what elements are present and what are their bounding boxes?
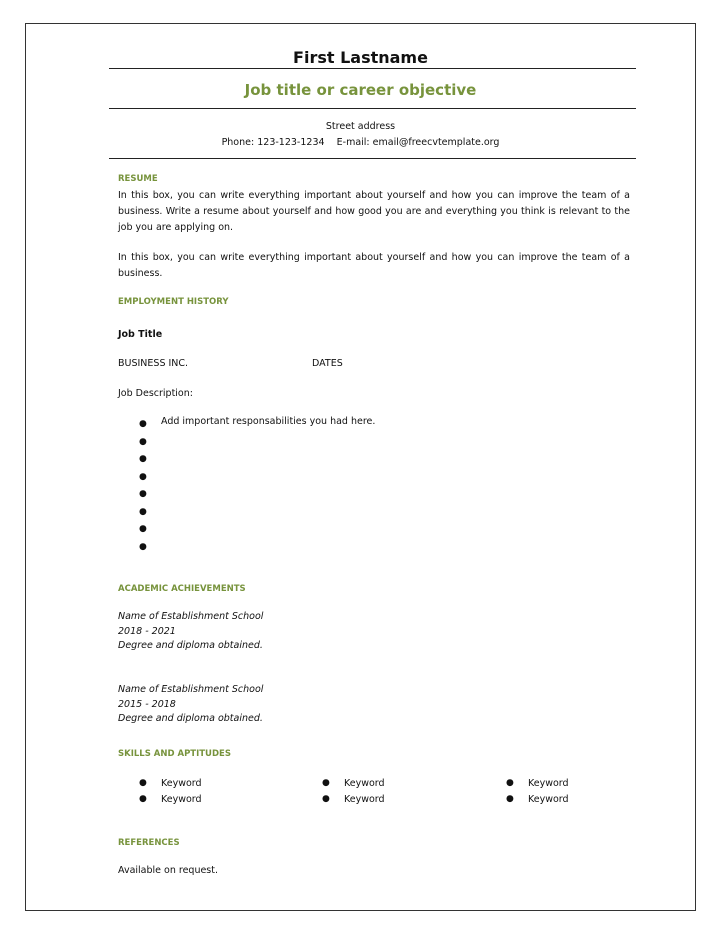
skills-column-2 [322, 775, 385, 807]
list-item: ● Add important responsabilities you had here. [139, 416, 375, 434]
resume-heading: RESUME [118, 174, 158, 184]
list-item: ● Keyword [322, 777, 385, 789]
employment-dates: DATES [312, 358, 343, 369]
bullet-icon: ● [139, 541, 147, 552]
academic-heading: ACADEMIC ACHIEVEMENTS [118, 584, 246, 594]
bullet-icon: ● [506, 778, 514, 788]
bullet-icon: ● [139, 454, 147, 464]
email-address: email@freecvtemplate.org [372, 137, 500, 148]
school-name: Name of Establishment School [118, 611, 264, 622]
list-item: ● Keyword [139, 777, 202, 789]
list-item: ● Keyword [506, 777, 569, 789]
list-item: ● Keyword [322, 793, 385, 805]
divider-top [109, 68, 636, 69]
skills-column-1 [139, 775, 202, 807]
bullet-icon: ● [139, 778, 147, 788]
skills-heading: SKILLS AND APTITUDES [118, 749, 231, 759]
bullet-icon: ● [139, 524, 147, 534]
resume-paragraph-2: In this box, you can write everything important about yourself and how you can improve the team of a business. [118, 252, 630, 279]
list-item [139, 521, 375, 539]
references-text: Available on request. [118, 865, 219, 876]
bullet-icon: ● [139, 794, 147, 804]
phone-label: Phone: [221, 137, 255, 148]
school-years: 2015 - 2018 [118, 698, 176, 710]
bullet-icon: ● [506, 794, 514, 804]
list-item [139, 434, 375, 452]
job-title: Job title or career objective [244, 81, 477, 99]
bullet-icon: ● [139, 419, 147, 429]
list-item: ● Keyword [139, 793, 202, 805]
bullet-icon: ● [139, 471, 147, 482]
bullet-icon: ● [322, 778, 330, 788]
employment-heading: EMPLOYMENT HISTORY [118, 297, 229, 307]
contact-line [26, 137, 695, 148]
list-item [139, 539, 375, 557]
bullet-icon: ● [139, 489, 147, 499]
academic-entry-2 [118, 683, 263, 727]
academic-entry-1 [118, 610, 263, 654]
list-item: ● Keyword [506, 793, 569, 805]
list-item [139, 486, 375, 504]
school-name: Name of Establishment School [118, 684, 264, 695]
divider-bottom [109, 158, 636, 159]
divider-middle [109, 108, 636, 109]
cv-page [25, 23, 696, 911]
phone-number: 123-123-1234 [257, 137, 325, 148]
references-heading: REFERENCES [118, 838, 180, 848]
school-years: 2018 - 2021 [118, 625, 176, 637]
employment-company: BUSINESS INC. [118, 358, 189, 369]
bullet-icon: ● [322, 794, 330, 804]
bullet-icon: ● [139, 436, 147, 447]
employment-job-title: Job Title [118, 329, 163, 340]
degree: Degree and diploma obtained. [118, 713, 263, 724]
skills-column-3 [506, 775, 569, 807]
list-item [139, 469, 375, 487]
street-address: Street address [325, 121, 396, 132]
candidate-name: First Lastname [293, 48, 428, 67]
responsibilities-list [139, 416, 375, 556]
list-item [139, 451, 375, 469]
resume-paragraph-1: In this box, you can write everything important about yourself and how you can improve the team of a business. Write a resume about yourself and how good you are and everything you think is relevant to the job you are applying on. [118, 190, 630, 233]
email-label: E-mail: [336, 137, 370, 148]
job-description-label: Job Description: [118, 388, 193, 399]
list-item [139, 504, 375, 522]
degree: Degree and diploma obtained. [118, 640, 263, 651]
bullet-icon: ● [139, 506, 147, 517]
